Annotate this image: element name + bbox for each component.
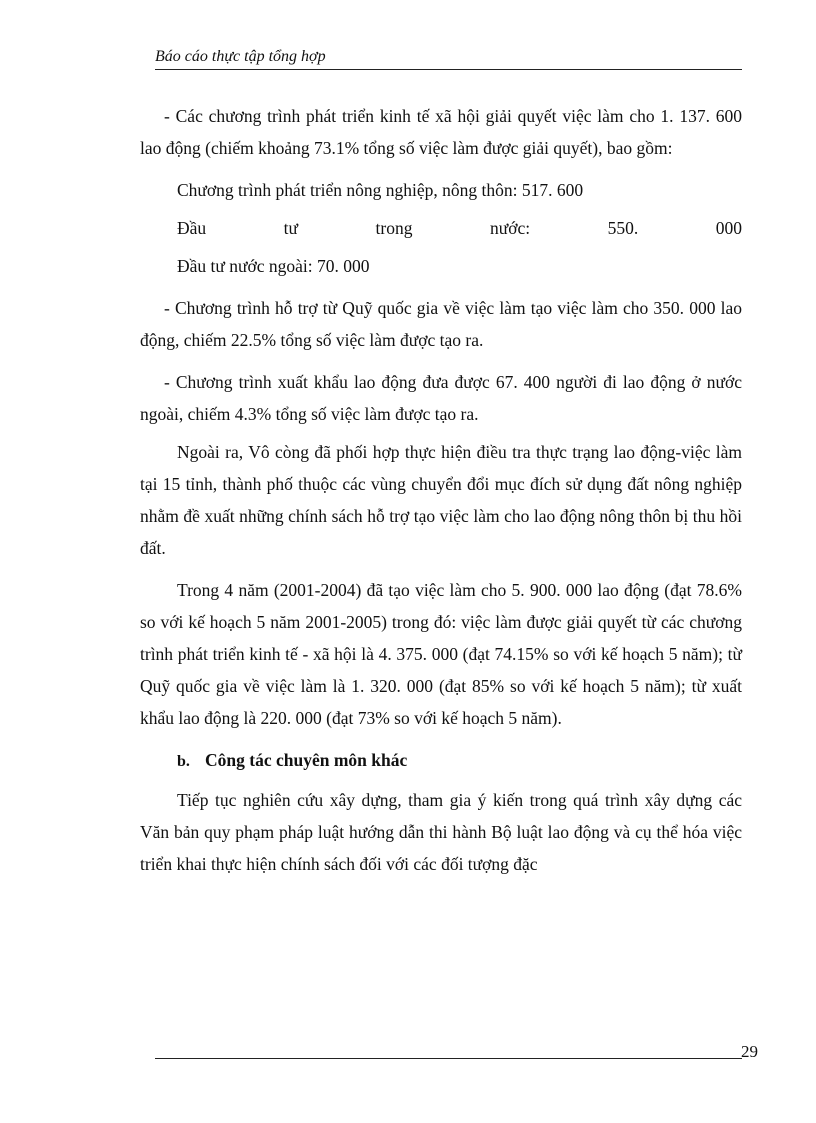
- word: nước:: [489, 218, 531, 238]
- running-header: Báo cáo thực tập tổng hợp: [155, 48, 742, 70]
- paragraph-survey: Ngoài ra, Vô còng đã phối hợp thực hiện điều tra thực trạng lao động-việc làm tại 15 tỉnh, thành phố thuộc các vùng chuyển đổi mục đích sử dụng đất nông nghiệp nhằm đề xuất những chính sách hỗ trợ tạo việc làm cho lao động nông thôn bị thu hồi đất.: [140, 442, 742, 558]
- paragraph-national-fund: - Chương trình hỗ trợ từ Quỹ quốc gia về việc làm tạo việc làm cho 350. 000 lao động, chiếm 22.5% tổng số việc làm được tạo ra.: [140, 298, 742, 350]
- paragraph-socioeconomic-programs: - Các chương trình phát triển kinh tế xã hội giải quyết việc làm cho 1. 137. 600 lao động (chiếm khoảng 73.1% tổng số việc làm được giải quyết), bao gồm:: [140, 106, 742, 158]
- word: 550.: [607, 218, 639, 238]
- paragraph-four-year-results: Trong 4 năm (2001-2004) đã tạo việc làm cho 5. 900. 000 lao động (đạt 78.6% so với kế hoạch 5 năm 2001-2005) trong đó: việc làm được giải quyết từ các chương trình phát triển kinh tế - xã hội là 4. 375. 000 (đạt 74.15% so với kế hoạch 5 năm); từ Quỹ quốc gia về việc làm là 1. 320. 000 (đạt 85% so với kế hoạch 5 năm); từ xuất khẩu lao động là 220. 000 (đạt 73% so với kế hoạch 5 năm).: [140, 580, 742, 728]
- paragraph-domestic-investment: [140, 212, 742, 244]
- word: 000: [715, 218, 742, 238]
- paragraph-agriculture-program: Chương trình phát triển nông nghiệp, nông thôn: 517. 600: [177, 180, 584, 200]
- page-number: 29: [741, 1042, 758, 1061]
- paragraph-other-work: Tiếp tục nghiên cứu xây dựng, tham gia ý kiến trong quá trình xây dựng các Văn bản quy phạm pháp luật hướng dẫn thi hành Bộ luật lao động và cụ thể hóa việc triển khai thực hiện chính sách đối với các đối tượng đặc: [140, 790, 742, 874]
- paragraph-labor-export: - Chương trình xuất khẩu lao động đưa được 67. 400 người đi lao động ở nước ngoài, chiếm 4.3% tổng số việc làm được tạo ra.: [140, 372, 742, 424]
- footer-rule: [155, 1040, 742, 1059]
- page-body: [140, 100, 742, 880]
- word: tư: [283, 218, 299, 238]
- section-number: b.: [177, 753, 190, 770]
- word: trong: [375, 218, 413, 238]
- section-heading: [140, 744, 742, 778]
- word: Đầu: [177, 218, 207, 238]
- paragraph-foreign-investment: Đầu tư nước ngoài: 70. 000: [177, 256, 370, 276]
- section-title: Công tác chuyên môn khác: [205, 750, 408, 770]
